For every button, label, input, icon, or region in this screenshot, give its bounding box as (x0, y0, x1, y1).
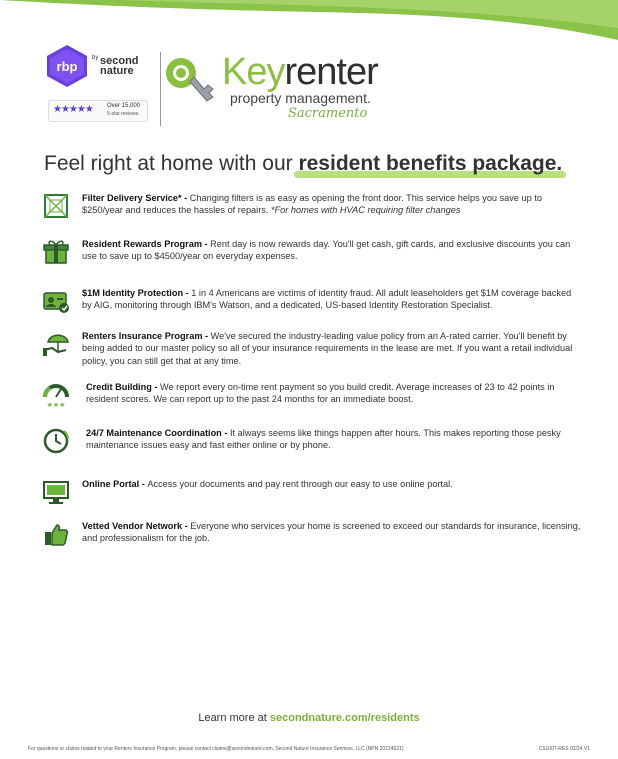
key-icon (163, 53, 219, 109)
benefit-text: 24/7 Maintenance Coordination - It always seems like things happen after hours. This makes reporting those pesky maintenance issues easy and fast either online or by phone. (86, 428, 561, 451)
star-rating: ★★★★★ (53, 104, 93, 115)
benefit-text: Filter Delivery Service* - Changing filters is as easy as opening the front door. This service helps you save up to $250/year and reduces the hassles of repairs. *For homes with HVAC requiring filter changes (82, 193, 542, 216)
benefit-text: Credit Building - We report every on-time rent payment so you build credit. Average increases of 23 to 42 points in resident scores. We can report up to the past 24 months for an immediate boost. (86, 382, 555, 405)
benefit-text: Online Portal - Access your documents and pay rent through our easy to use online portal. (82, 479, 453, 489)
svg-text:★★★: ★★★ (46, 401, 66, 409)
filter-icon (42, 192, 70, 220)
document-code: CS1007-RES 02/24 V1 (538, 746, 590, 752)
umbrella-icon (42, 330, 70, 358)
id-card-icon (42, 287, 70, 315)
learn-more-prefix: Learn more at (198, 712, 270, 724)
rbp-logo (44, 44, 154, 124)
reviews-badge (48, 100, 148, 122)
clock-icon (42, 427, 70, 455)
benefit-text: Vetted Vendor Network - Everyone who services your home is screened to exceed our standards for insurance, licensing, and professionalism for the job. (82, 521, 581, 544)
reviews-count: Over 15,000 (107, 103, 141, 109)
brand-city: Sacramento (288, 106, 368, 121)
second-nature-text: second nature (100, 55, 139, 77)
gauge-icon (42, 381, 70, 409)
thumbs-up-icon (42, 520, 70, 548)
rbp-badge (44, 44, 90, 88)
page-headline (44, 152, 604, 176)
headline-prefix: Feel right at home with our (44, 152, 299, 175)
brand-name: Keyrenter (222, 51, 378, 93)
monitor-icon (42, 478, 70, 506)
headline-highlight: resident benefits package. (298, 152, 562, 175)
benefit-text: Renters Insurance Program - We've secured the industry-leading value policy from an A-rated carrier. You'll benefit by being added to our master policy so all of your insurance requirements in the lease are met. If you want a retail individual policy, you can still get that at any time. (82, 331, 573, 366)
learn-more (0, 712, 618, 724)
rbp-logo-text: rbp (56, 59, 78, 74)
learn-more-link[interactable]: secondnature.com/residents (269, 712, 420, 724)
footer-disclaimer: For questions or claims related to your Renters Insurance Program, please contact claims@secondnature.com, Second Nature Insurance Services, LLC (NPN 20224621) (28, 746, 404, 752)
benefit-text: Resident Rewards Program - Rent day is now rewards day. You'll get cash, gift cards, and exclusive discounts you can use to save up to $4500/year on everyday expenses. (82, 239, 571, 262)
benefit-text: $1M Identity Protection - 1 in 4 Americans are victims of identity fraud. All adult leaseholders get $1M coverage backed by AIG, monitoring through IBM's Watson, and a dedicated, US-based Identity Restoration Specialist. (82, 288, 572, 311)
logo-divider (160, 52, 161, 126)
brand-subtitle: property management. (230, 90, 371, 106)
by-text: by (92, 55, 99, 61)
gift-icon (42, 238, 70, 266)
reviews-label: 5-star reviews (107, 111, 139, 117)
